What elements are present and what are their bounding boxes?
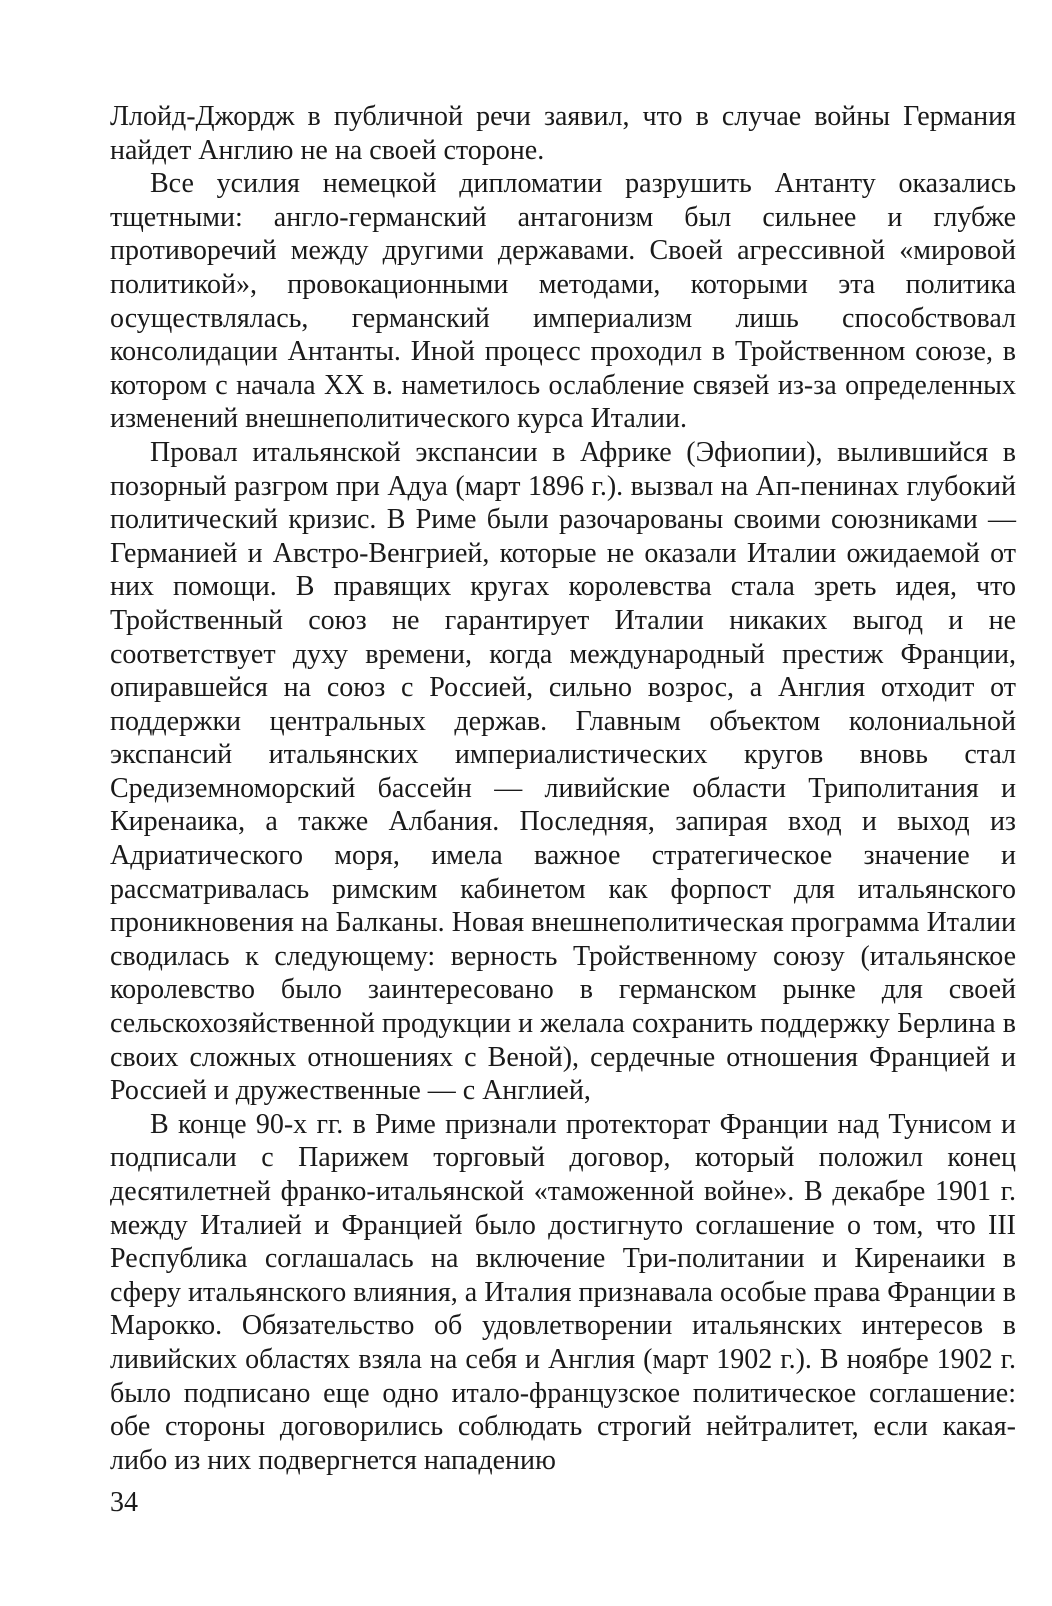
paragraph-4: В конце 90-х гг. в Риме признали протекторат Франции над Тунисом и подписали с Парижем торговый договор, который положил конец десятилетней франко-итальянской «таможенной войне». В декабре 1901 г. между Италией и Францией было достигнуто соглашение о том, что III Республика соглашалась на включение Три-политании и Киренаики в сферу итальянского влияния, а Италия признавала особые права Франции в Марокко. Обязательство об удовлетворении итальянских интересов в ливийских областях взяла на себя и Англия (март 1902 г.). В ноябре 1902 г. было подписано еще одно итало-французское политическое соглашение: обе стороны договорились соблюдать строгий нейтралитет, если какая-либо из них подвергнется нападению (110, 1108, 1016, 1476)
page-body (110, 100, 1016, 1477)
paragraph-1: Ллойд-Джордж в публичной речи заявил, что в случае войны Германия найдет Англию не на своей стороне. (110, 101, 1016, 166)
paragraph-2: Все усилия немецкой дипломатии разрушить Антанту оказались тщетными: англо-германский антагонизм был сильнее и глубже противоречий между другими державами. Своей агрессивной «мировой политикой», провокационными методами, которыми эта политика осуществлялась, германский империализм лишь способствовал консолидации Антанты. Иной процесс проходил в Тройственном союзе, в котором с начала XX в. наметилось ослабление связей из-за определенных изменений внешнеполитического курса Италии. (110, 168, 1016, 435)
page-number: 34 (110, 1487, 138, 1518)
paragraph-3: Провал итальянской экспансии в Африке (Эфиопии), вылившийся в позорный разгром при Адуа (март 1896 г.). вызвал на Ап-пенинах глубокий политический кризис. В Риме были разочарованы своими союзниками — Германией и Австро-Венгрией, которые не оказали Италии ожидаемой от них помощи. В правящих кругах королевства стала зреть идея, что Тройственный союз не гарантирует Италии никаких выгод и не соответствует духу времени, когда международный престиж Франции, опиравшейся на союз с Россией, сильно возрос, а Англия отходит от поддержки центральных держав. Главным объектом колониальной экспансий итальянских империалистических кругов вновь стал Средиземноморский бассейн — ливийские области Триполитания и Киренаика, а также Албания. Последняя, запирая вход и выход из Адриатического моря, имела важное стратегическое значение и рассматривалась римским кабинетом как форпост для итальянского проникновения на Балканы. Новая внешнеполитическая программа Италии сводилась к следующему: верность Тройственному союзу (итальянское королевство было заинтересовано в германском рынке для своей сельскохозяйственной продукции и желала сохранить поддержку Берлина в своих сложных отношениях с Веной), сердечные отношения Францией и Россией и дружественные — с Англией, (110, 436, 1016, 1107)
